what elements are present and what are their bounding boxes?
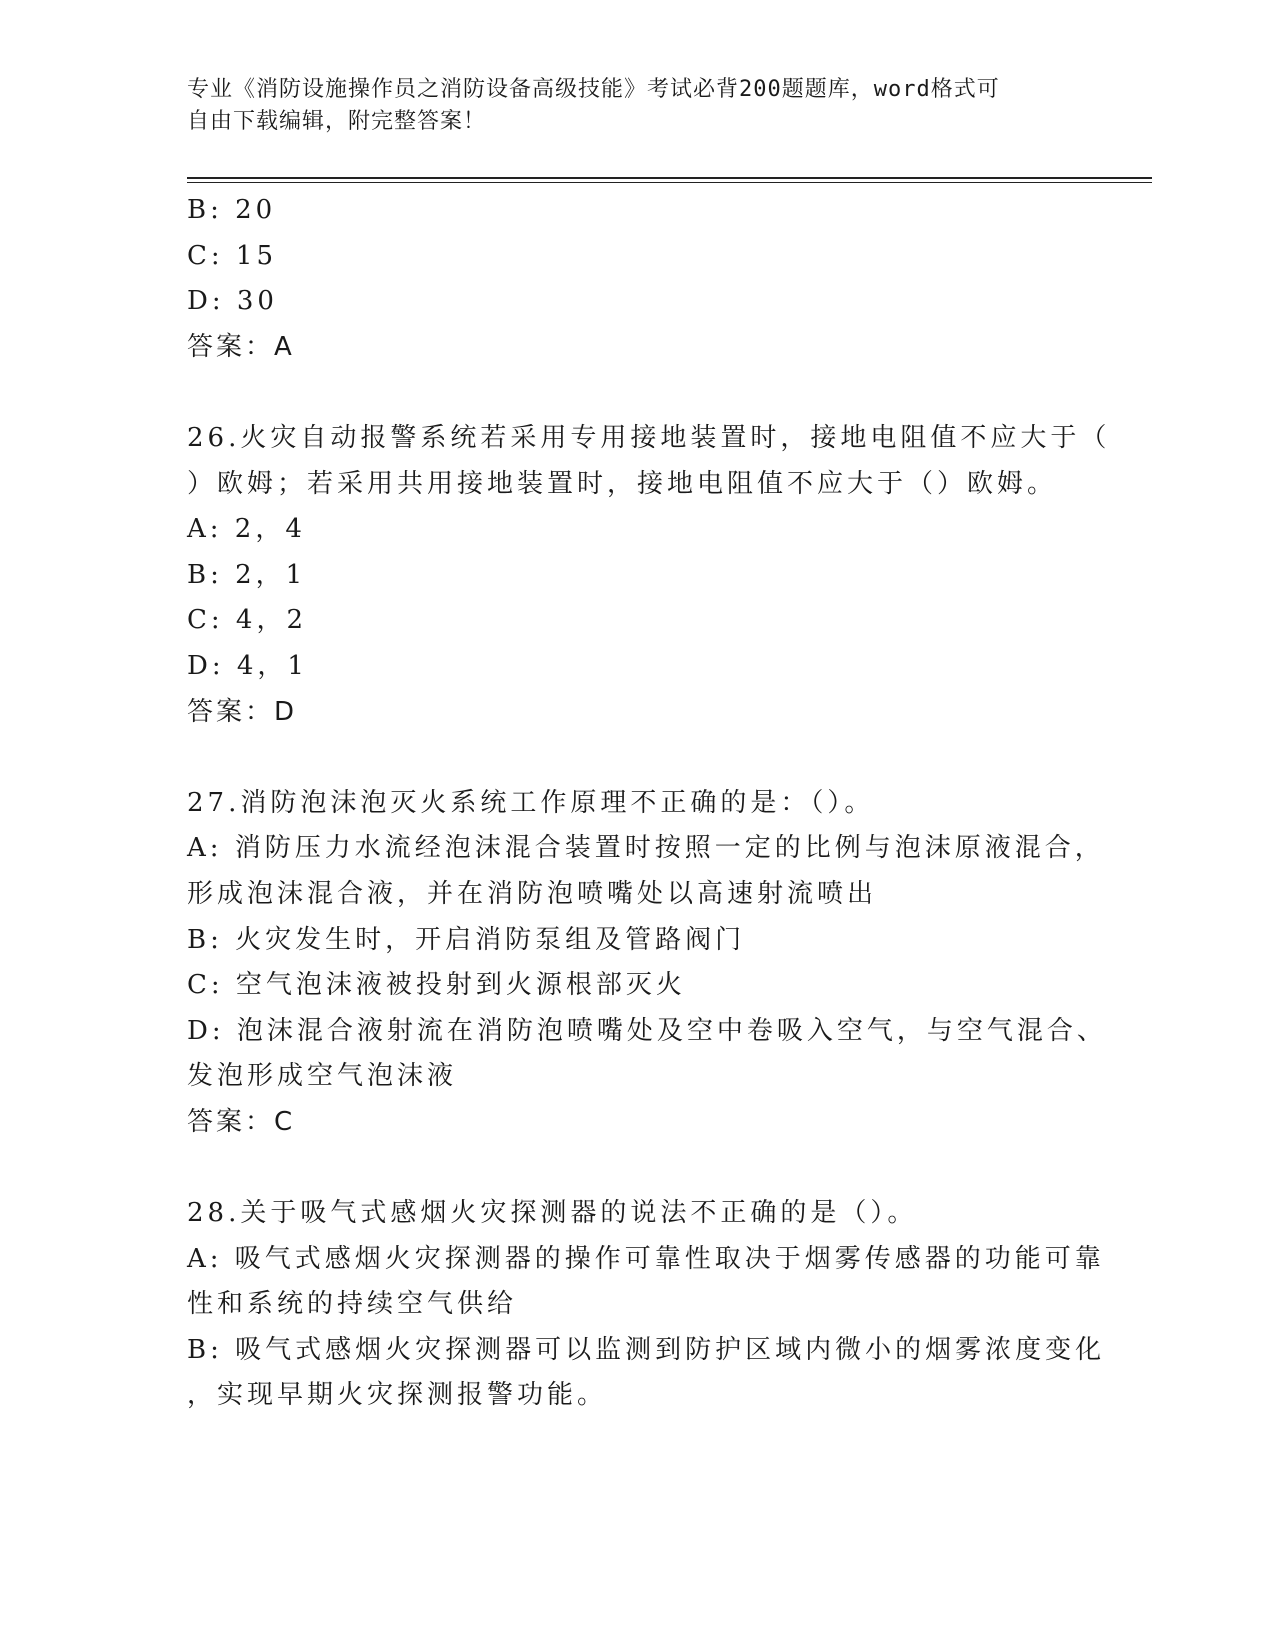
option-b: B: 火灾发生时，开启消防泵组及管路阀门: [187, 924, 746, 955]
question-27: [187, 781, 1107, 1146]
answer-line: 答案：A: [187, 331, 295, 362]
spacer: [187, 1145, 1067, 1191]
option-d-line-1: D: 泡沫混合液射流在消防泡喷嘴处及空中卷吸入空气，与空气混合、: [187, 1015, 1107, 1046]
option-a-line-1: A: 吸气式感烟火灾探测器的操作可靠性取决于烟雾传感器的功能可靠: [187, 1243, 1105, 1274]
option-a-line-2: 形成泡沫混合液，并在消防泡喷嘴处以高速射流喷出: [187, 878, 878, 909]
option-b-line-2: ，实现早期火灾探测报警功能。: [187, 1380, 608, 1411]
question-stem-line-1: 26.火灾自动报警系统若采用专用接地装置时，接地电阻值不应大于（: [187, 422, 1111, 453]
header-divider-thin: [187, 182, 1152, 183]
document-header: [187, 74, 1067, 138]
option-b-line-1: B: 吸气式感烟火灾探测器可以监测到防护区域内微小的烟雾浓度变化: [187, 1334, 1106, 1365]
option-d-line-2: 发泡形成空气泡沫液: [187, 1061, 458, 1092]
spacer: [187, 735, 1067, 781]
answer-line: 答案：D: [187, 696, 298, 727]
option-c: C: 空气泡沫液被投射到火源根部灭火: [187, 970, 686, 1001]
header-title-line-1: 专业《消防设施操作员之消防设备高级技能》考试必背200题题库，word格式可: [187, 77, 1000, 102]
question-25-continued: [187, 188, 1067, 370]
spacer: [187, 370, 1067, 416]
option-a: A: 2，4: [187, 514, 306, 545]
option-a-line-1: A: 消防压力水流经泡沫混合装置时按照一定的比例与泡沫原液混合，: [187, 833, 1105, 864]
option-b: B: 2，1: [187, 559, 307, 590]
option-b: B: 20: [187, 195, 277, 225]
option-a-line-2: 性和系统的持续空气供给: [187, 1289, 518, 1320]
question-content: [187, 188, 1111, 1419]
question-26: [187, 416, 1111, 735]
question-28: [187, 1191, 1106, 1419]
question-stem-line-2: ）欧姆；若采用共用接地装置时，接地电阻值不应大于（）欧姆。: [187, 468, 1058, 499]
option-d: D: 30: [187, 286, 278, 317]
option-d: D: 4，1: [187, 650, 308, 681]
option-c: C: 4，2: [187, 605, 308, 636]
option-c: C: 15: [187, 240, 278, 271]
question-stem: 27.消防泡沫泡灭火系统工作原理不正确的是：（）。: [187, 787, 875, 818]
header-title-line-2: 自由下载编辑，附完整答案！: [187, 109, 487, 134]
question-stem: 28.关于吸气式感烟火灾探测器的说法不正确的是（）。: [187, 1198, 918, 1229]
header-divider-thick: [187, 177, 1152, 179]
answer-line: 答案：C: [187, 1106, 296, 1137]
